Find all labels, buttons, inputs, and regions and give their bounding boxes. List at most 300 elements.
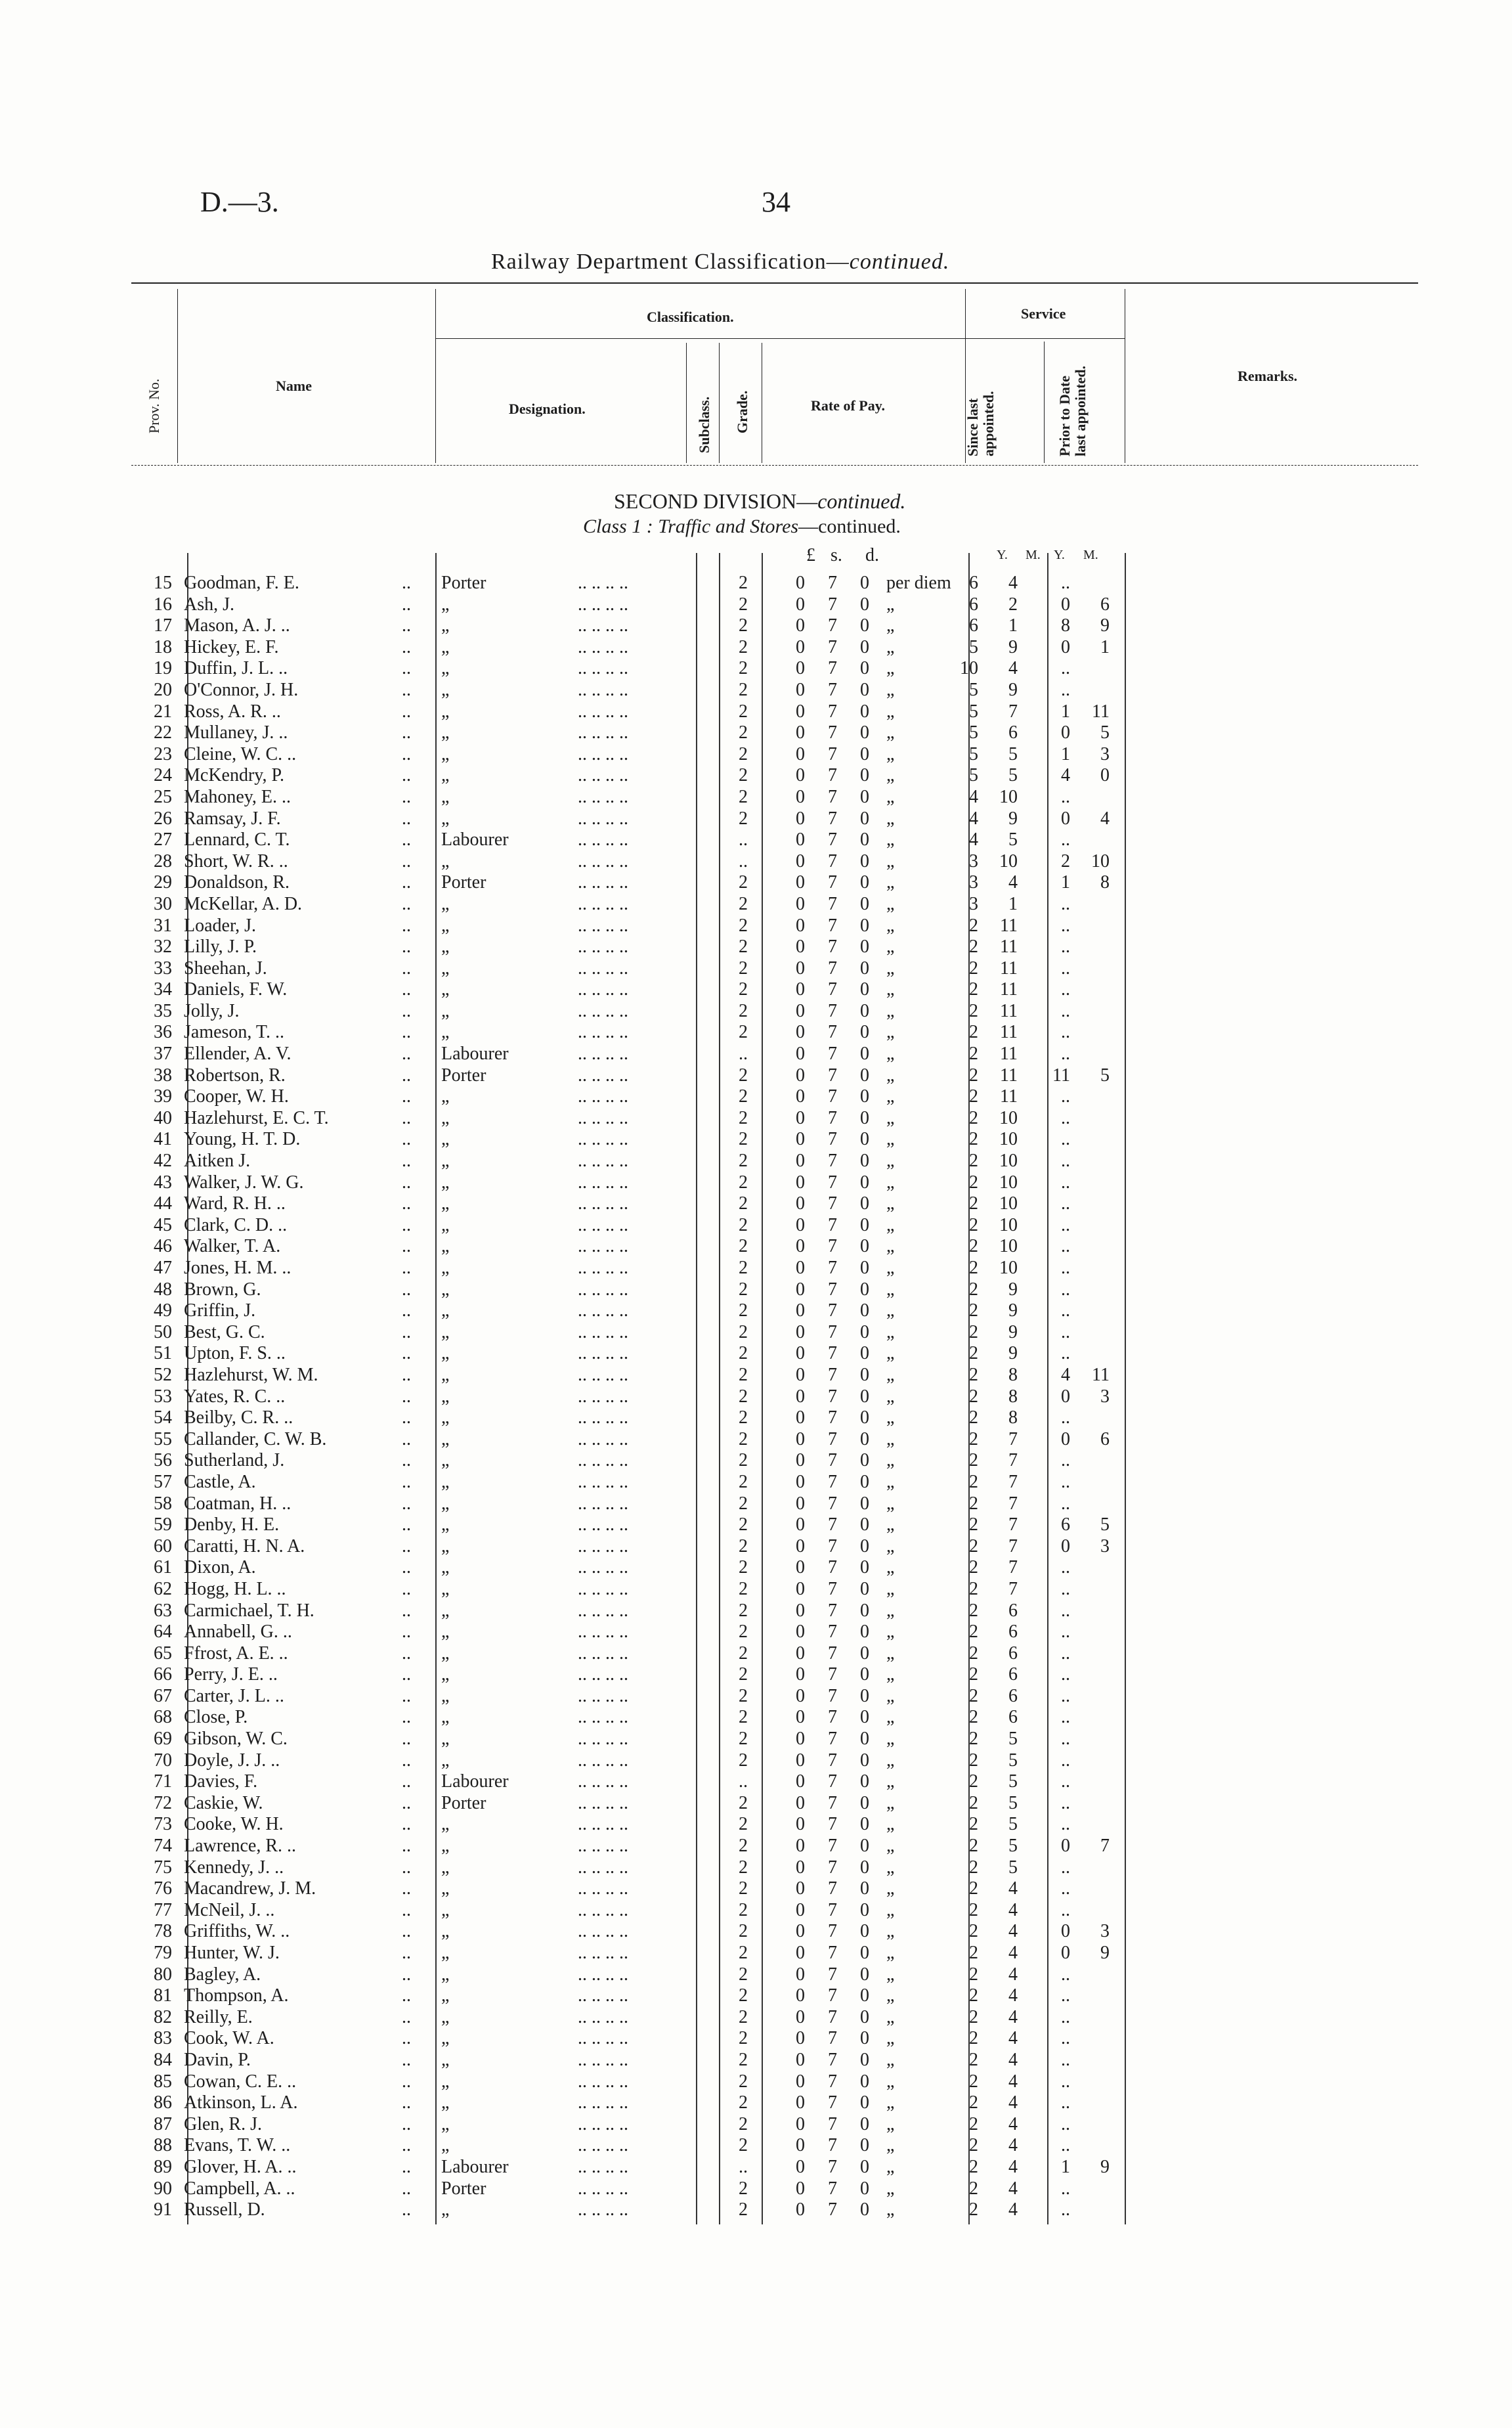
name-cell: Perry, J. E. .. [184,1664,278,1685]
grade-cell: 2 [739,1107,748,1128]
name-cell: Daniels, F. W. [184,979,288,1000]
leader-dots: .. .. .. .. [578,2156,628,2177]
rate-unit-cell: „ [886,1236,895,1257]
prior-years-cell: .. [1061,915,1070,936]
designation-cell: „ [441,1022,450,1043]
name-cell: Doyle, J. J. .. [184,1750,280,1771]
rate-unit-cell: „ [886,615,895,636]
leader-dots: .. [402,937,411,958]
since-years-cell: 2 [969,1921,978,1942]
since-months-cell: 7 [1008,1450,1018,1471]
grade-cell: 2 [739,1878,748,1899]
table-row [0,701,1512,723]
rate-cell: 0 7 0 [796,1044,878,1065]
grade-cell: 2 [739,1022,748,1043]
leader-dots: .. .. .. .. [578,2006,628,2027]
name-cell: Castle, A. [184,1471,256,1492]
leader-dots: .. [402,1493,411,1514]
prior-months-cell: 5 [1100,722,1110,743]
header-vline-1 [177,289,178,463]
since-years-cell: 2 [969,1964,978,1985]
since-years-cell: 2 [969,1643,978,1664]
since-years-cell: 2 [969,1279,978,1300]
grade-cell: 2 [739,1428,748,1449]
leader-dots: .. [402,1685,411,1706]
leader-dots: .. [402,765,411,786]
grade-cell: 2 [739,1258,748,1278]
prior-years-cell: .. [1061,1857,1070,1878]
name-cell: Bagley, A. [184,1964,261,1985]
since-months-cell: 7 [1008,1578,1018,1599]
subhead-pound: £ [806,545,815,565]
leader-dots: .. [402,1707,411,1728]
leader-dots: .. .. .. .. [578,1300,628,1321]
leader-dots: .. [402,679,411,700]
since-months-cell: 1 [1008,893,1018,914]
class-name: Traffic and Stores [658,516,799,537]
name-cell: Short, W. R. .. [184,850,288,872]
grade-cell: 2 [739,1386,748,1407]
prior-years-cell: 4 [1061,1364,1070,1385]
leader-dots: .. .. .. .. [578,915,628,936]
leader-dots: .. .. .. .. [578,850,628,872]
prov-no-cell: 32 [154,937,172,958]
prior-years-cell: .. [1061,1750,1070,1771]
rate-cell: 0 7 0 [796,1022,878,1043]
designation-cell: „ [441,2071,450,2092]
table-row [0,1771,1512,1793]
since-months-cell: 4 [1008,2135,1018,2156]
name-cell: Yates, R. C. .. [184,1386,286,1407]
division-cont: continued. [817,489,906,513]
since-years-cell: 2 [969,1985,978,2006]
rate-unit-cell: „ [886,1729,895,1750]
table-row [0,1108,1512,1130]
grade-cell: 2 [739,893,748,914]
rate-cell: 0 7 0 [796,893,878,914]
prior-years-cell: 0 [1061,1535,1070,1556]
page-title-main: Railway Department Classification— [491,250,850,274]
table-row [0,979,1512,1001]
grade-cell: 2 [739,1450,748,1471]
since-years-cell: 2 [969,1300,978,1321]
leader-dots: .. [402,1814,411,1835]
leader-dots: .. .. .. .. [578,701,628,722]
since-years-cell: 5 [969,765,978,786]
since-years-cell: 2 [969,1364,978,1385]
since-years-cell: 2 [969,1107,978,1128]
since-months-cell: 8 [1008,1386,1018,1407]
designation-cell: „ [441,1964,450,1985]
prov-no-cell: 48 [154,1279,172,1300]
rate-unit-cell: per diem [886,573,951,593]
leader-dots: .. .. .. .. [578,786,628,807]
designation-cell: „ [441,1086,450,1107]
name-cell: Ross, A. R. .. [184,701,281,722]
leader-dots: .. .. .. .. [578,2199,628,2220]
leader-dots: .. .. .. .. [578,1921,628,1942]
prior-months-cell: 1 [1100,636,1110,657]
grade-cell: 2 [739,808,748,829]
since-months-cell: 10 [999,1107,1018,1128]
leader-dots: .. .. .. .. [578,1151,628,1172]
leader-dots: .. [402,1964,411,1985]
prior-years-cell: .. [1061,1172,1070,1193]
table-row [0,1643,1512,1665]
since-years-cell: 6 [969,615,978,636]
since-years-cell: 2 [969,1535,978,1556]
prior-months-cell: 4 [1100,808,1110,829]
leader-dots: .. .. .. .. [578,1086,628,1107]
leader-dots: .. [402,1836,411,1857]
name-cell: Ellender, A. V. [184,1044,292,1065]
leader-dots: .. [402,2006,411,2027]
grade-cell: .. [739,1044,748,1065]
designation-cell: „ [441,1600,450,1621]
class-title [583,516,901,538]
leader-dots: .. [402,2156,411,2177]
prior-years-cell: 4 [1061,765,1070,786]
prior-years-cell: .. [1061,2135,1070,2156]
since-months-cell: 4 [1008,2156,1018,2177]
grade-cell: 2 [739,1300,748,1321]
prior-years-cell: .. [1061,786,1070,807]
prior-years-cell: .. [1061,1193,1070,1214]
table-row [0,1985,1512,2007]
since-months-cell: 10 [999,1236,1018,1257]
since-months-cell: 5 [1008,1771,1018,1792]
since-months-cell: 11 [1000,1044,1018,1065]
grade-cell: 2 [739,2199,748,2220]
leader-dots: .. [402,829,411,850]
prior-months-cell: 5 [1100,1514,1110,1535]
since-years-cell: 2 [969,2135,978,2156]
prov-no-cell: 59 [154,1514,172,1535]
since-years-cell: 5 [969,743,978,764]
table-row [0,1065,1512,1087]
since-years-cell: 2 [969,1450,978,1471]
rate-unit-cell: „ [886,2178,895,2199]
prior-years-cell: .. [1061,658,1070,679]
designation-cell: „ [441,1493,450,1514]
name-cell: Davies, F. [184,1771,258,1792]
since-months-cell: 11 [1000,958,1018,979]
leader-dots: .. .. .. .. [578,722,628,743]
leader-dots: .. [402,2135,411,2156]
leader-dots: .. .. .. .. [578,1707,628,1728]
header-rule-top [131,282,1418,284]
prov-no-cell: 63 [154,1600,172,1621]
rate-unit-cell: „ [886,958,895,979]
table-row [0,1750,1512,1772]
prov-no-cell: 90 [154,2178,172,2199]
rate-cell: 0 7 0 [796,2199,878,2220]
leader-dots: .. .. .. .. [578,1471,628,1492]
rate-unit-cell: „ [886,2135,895,2156]
rate-unit-cell: „ [886,786,895,807]
name-cell: Best, G. C. [184,1321,265,1342]
leader-dots: .. [402,1193,411,1214]
table-row [0,937,1512,958]
since-months-cell: 10 [999,1129,1018,1150]
leader-dots: .. [402,786,411,807]
since-months-cell: 9 [1008,1300,1018,1321]
name-cell: Cooper, W. H. [184,1086,289,1107]
rate-unit-cell: „ [886,872,895,893]
designation-cell: „ [441,1000,450,1021]
rate-cell: 0 7 0 [796,937,878,958]
table-row [0,2028,1512,2050]
prov-no-cell: 57 [154,1471,172,1492]
rate-cell: 0 7 0 [796,1964,878,1985]
rate-cell: 0 7 0 [796,1943,878,1963]
designation-cell: Labourer [441,1771,509,1792]
prov-no-cell: 75 [154,1857,172,1878]
grade-cell: 2 [739,1193,748,1214]
prior-years-cell: .. [1061,2006,1070,2027]
since-years-cell: 2 [969,2092,978,2113]
designation-cell: „ [441,2113,450,2134]
rate-unit-cell: „ [886,1407,895,1428]
since-years-cell: 2 [969,1493,978,1514]
grade-cell: 2 [739,1343,748,1364]
name-cell: Griffiths, W. .. [184,1921,290,1942]
name-cell: Young, H. T. D. [184,1129,301,1150]
table-row [0,1322,1512,1344]
since-years-cell: 2 [969,1578,978,1599]
name-cell: Caskie, W. [184,1792,263,1813]
prior-years-cell: .. [1061,2071,1070,2092]
name-cell: Carmichael, T. H. [184,1600,314,1621]
leader-dots: .. .. .. .. [578,893,628,914]
leader-dots: .. [402,1129,411,1150]
leader-dots: .. [402,1643,411,1664]
since-years-cell: 2 [969,1600,978,1621]
rate-cell: 0 7 0 [796,1685,878,1706]
prov-no-cell: 41 [154,1129,172,1150]
since-months-cell: 5 [1008,765,1018,786]
grade-cell: .. [739,2156,748,2177]
designation-cell: „ [441,1407,450,1428]
table-row [0,1921,1512,1943]
prior-years-cell: 0 [1061,1836,1070,1857]
leader-dots: .. .. .. .. [578,2049,628,2070]
name-cell: Russell, D. [184,2199,265,2220]
name-cell: Ash, J. [184,594,235,615]
designation-cell: „ [441,1279,450,1300]
grade-cell: 2 [739,1750,748,1771]
prior-years-cell: .. [1061,1685,1070,1706]
since-months-cell: 4 [1008,872,1018,893]
table-row [0,1729,1512,1750]
since-years-cell: 5 [969,679,978,700]
since-years-cell: 6 [969,594,978,615]
name-cell: Sheehan, J. [184,958,267,979]
since-years-cell: 2 [969,1193,978,1214]
rate-cell: 0 7 0 [796,1664,878,1685]
table-row [0,1172,1512,1194]
prior-years-cell: .. [1061,1107,1070,1128]
since-months-cell: 6 [1008,1685,1018,1706]
col-remarks: Remarks. [1238,368,1298,384]
designation-cell: „ [441,1514,450,1535]
name-cell: Cook, W. A. [184,2028,274,2049]
leader-dots: .. [402,658,411,679]
leader-dots: .. [402,1664,411,1685]
rate-cell: 0 7 0 [796,1578,878,1599]
grade-cell: 2 [739,2135,748,2156]
prior-years-cell: .. [1061,1321,1070,1342]
rate-cell: 0 7 0 [796,1258,878,1278]
since-years-cell: 2 [969,1857,978,1878]
name-cell: Annabell, G. .. [184,1622,292,1643]
rate-cell: 0 7 0 [796,743,878,764]
prior-years-cell: .. [1061,1792,1070,1813]
since-years-cell: 2 [969,1343,978,1364]
rate-cell: 0 7 0 [796,1107,878,1128]
leader-dots: .. [402,1407,411,1428]
leader-dots: .. .. .. .. [578,979,628,1000]
leader-dots: .. [402,1557,411,1578]
name-cell: Sutherland, J. [184,1450,285,1471]
since-years-cell: 2 [969,2156,978,2177]
since-years-cell: 2 [969,1514,978,1535]
prior-years-cell: .. [1061,1771,1070,1792]
name-cell: O'Connor, J. H. [184,679,299,700]
rate-unit-cell: „ [886,1107,895,1128]
leader-dots: .. .. .. .. [578,1172,628,1193]
name-cell: Davin, P. [184,2049,251,2070]
leader-dots: .. [402,958,411,979]
leader-dots: .. .. .. .. [578,2178,628,2199]
rate-unit-cell: „ [886,1172,895,1193]
prior-years-cell: 0 [1061,1428,1070,1449]
since-months-cell: 4 [1008,1899,1018,1920]
rate-unit-cell: „ [886,893,895,914]
designation-cell: „ [441,2006,450,2027]
since-months-cell: 11 [1000,1065,1018,1086]
since-years-cell: 2 [969,979,978,1000]
grade-cell: 2 [739,786,748,807]
name-cell: Cowan, C. E. .. [184,2071,297,2092]
rate-unit-cell: „ [886,1578,895,1599]
prov-no-cell: 45 [154,1214,172,1235]
leader-dots: .. .. .. .. [578,2028,628,2049]
rate-cell: 0 7 0 [796,1514,878,1535]
leader-dots: .. [402,1214,411,1235]
leader-dots: .. .. .. .. [578,615,628,636]
rate-cell: 0 7 0 [796,1065,878,1086]
rate-unit-cell: „ [886,937,895,958]
since-months-cell: 7 [1008,1535,1018,1556]
since-months-cell: 4 [1008,2092,1018,2113]
designation-cell: „ [441,1129,450,1150]
leader-dots: .. .. .. .. [578,1664,628,1685]
since-years-cell: 2 [969,1428,978,1449]
leader-dots: .. [402,1600,411,1621]
table-row [0,1600,1512,1622]
prov-no-cell: 72 [154,1792,172,1813]
rate-cell: 0 7 0 [796,722,878,743]
rate-unit-cell: „ [886,1792,895,1813]
col-designation: Designation. [509,401,586,417]
header-vline-7 [1044,342,1045,463]
designation-cell: „ [441,1814,450,1835]
rate-unit-cell: „ [886,1428,895,1449]
designation-cell: „ [441,1622,450,1643]
prior-years-cell: .. [1061,1022,1070,1043]
since-years-cell: 2 [969,1557,978,1578]
table-row [0,2007,1512,2029]
rate-unit-cell: „ [886,2028,895,2049]
prov-no-cell: 44 [154,1193,172,1214]
rate-cell: 0 7 0 [796,679,878,700]
prior-years-cell: .. [1061,1236,1070,1257]
since-years-cell: 2 [969,1814,978,1835]
rate-unit-cell: „ [886,829,895,850]
name-cell: Ward, R. H. .. [184,1193,286,1214]
name-cell: Jolly, J. [184,1000,240,1021]
prov-no-cell: 60 [154,1535,172,1556]
table-row [0,958,1512,980]
name-cell: Mason, A. J. .. [184,615,290,636]
prov-no-cell: 66 [154,1664,172,1685]
division-name: SECOND DIVISION— [614,489,818,513]
designation-cell: Porter [441,1065,486,1086]
name-cell: Evans, T. W. .. [184,2135,291,2156]
since-months-cell: 7 [1008,1493,1018,1514]
designation-cell: „ [441,1857,450,1878]
designation-cell: „ [441,1364,450,1385]
table-row [0,916,1512,937]
table-row [0,1365,1512,1386]
leader-dots: .. [402,1899,411,1920]
prior-months-cell: 9 [1100,1943,1110,1963]
prov-no-cell: 46 [154,1236,172,1257]
grade-cell: 2 [739,679,748,700]
leader-dots: .. .. .. .. [578,1386,628,1407]
since-months-cell: 7 [1008,1557,1018,1578]
table-row [0,1450,1512,1472]
designation-cell: „ [441,1300,450,1321]
rate-unit-cell: „ [886,636,895,657]
designation-cell: „ [441,1664,450,1685]
table-row [0,1943,1512,1964]
designation-cell: Porter [441,872,486,893]
rate-unit-cell: „ [886,743,895,764]
since-years-cell: 2 [969,2028,978,2049]
rate-unit-cell: „ [886,1514,895,1535]
prior-years-cell: .. [1061,1044,1070,1065]
name-cell: Goodman, F. E. [184,573,299,593]
page-title-cont: continued. [849,250,950,274]
prov-no-cell: 81 [154,1985,172,2006]
leader-dots: .. [402,850,411,872]
prior-years-cell: .. [1061,1878,1070,1899]
since-months-cell: 11 [1000,937,1018,958]
rate-unit-cell: „ [886,679,895,700]
since-years-cell: 2 [969,1750,978,1771]
designation-cell: „ [441,1643,450,1664]
table-row [0,1686,1512,1708]
prov-no-cell: 24 [154,765,172,786]
since-months-cell: 7 [1008,1428,1018,1449]
table-row [0,1878,1512,1900]
since-years-cell: 2 [969,1622,978,1643]
rate-unit-cell: „ [886,1857,895,1878]
table-row [0,1279,1512,1301]
since-months-cell: 5 [1008,1729,1018,1750]
